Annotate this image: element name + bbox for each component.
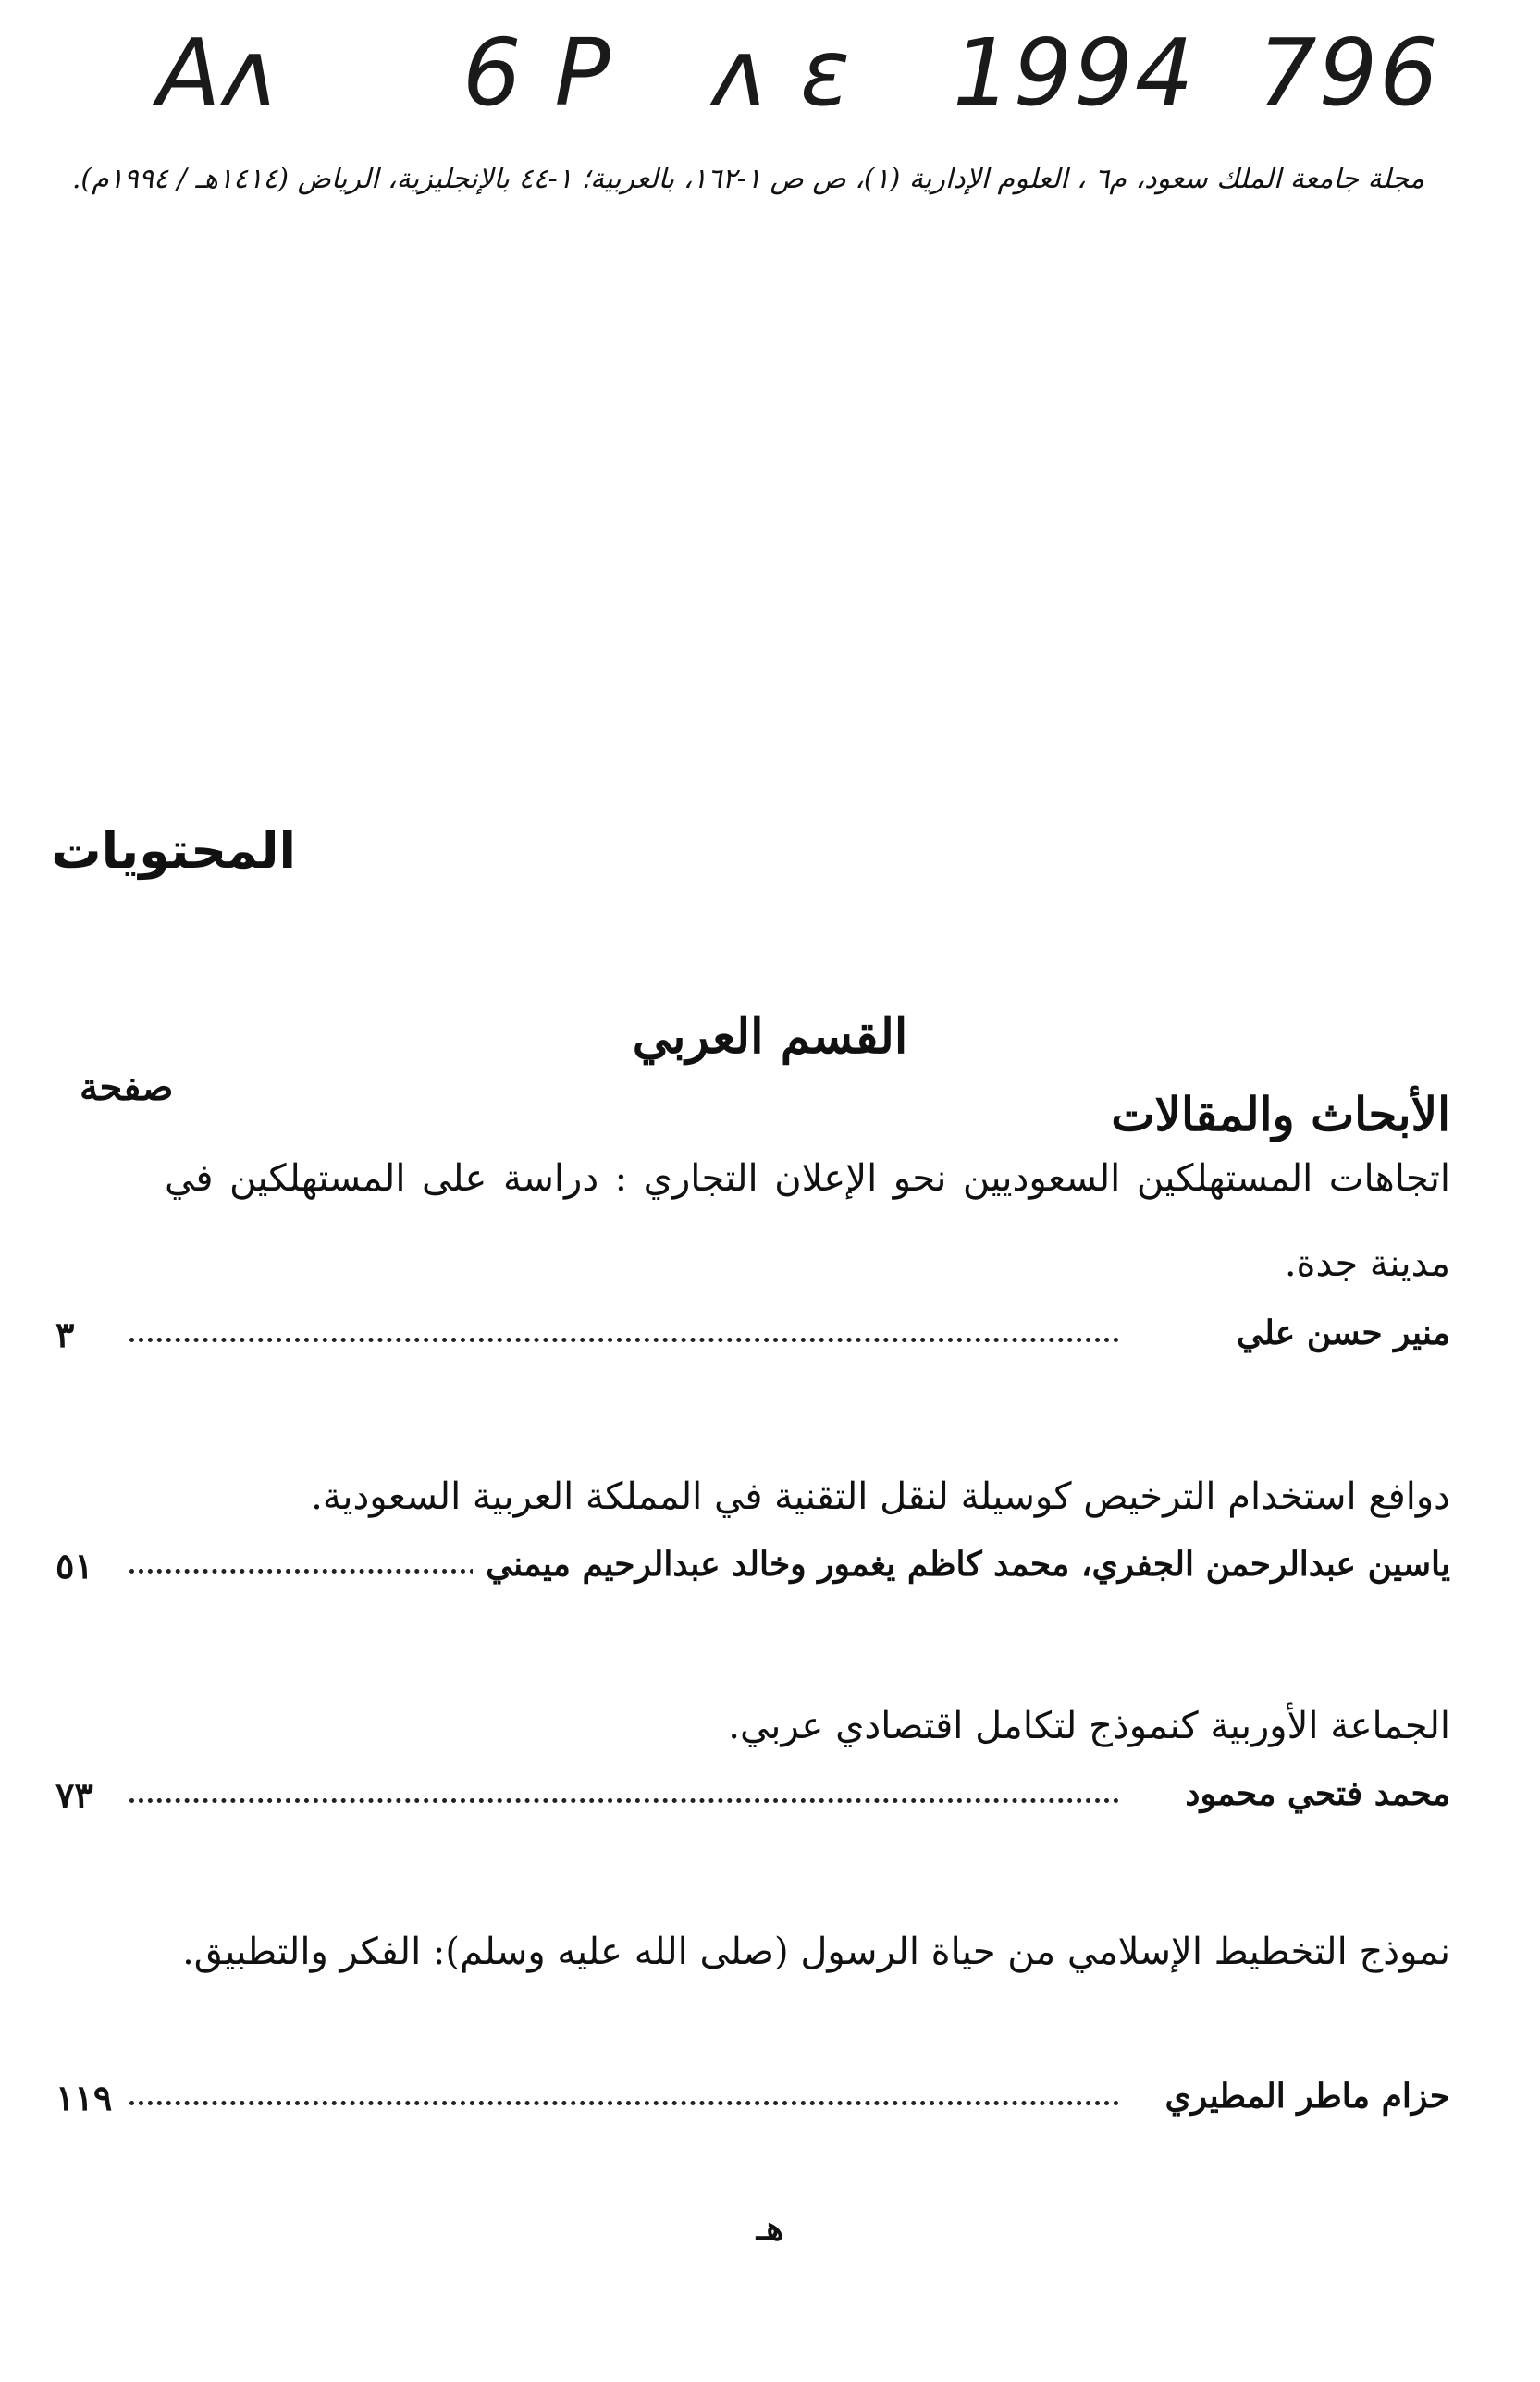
article-page-number: ١١٩	[55, 2077, 113, 2118]
article-page-number: ٧٣	[55, 1774, 93, 1816]
dot-leader	[129, 1338, 1119, 1342]
article-authors: منير حسن علي	[1224, 1314, 1450, 1352]
article-title: اتجاهات المستهلكين السعوديين نحو الإعلان التجاري : دراسة على المستهلكين في مدينة جدة.	[165, 1157, 1450, 1285]
article-page-number: ٣	[55, 1314, 75, 1355]
page-column-label: صفحة	[80, 1066, 174, 1109]
toc-entry	[55, 1314, 1450, 1365]
dot-leader	[129, 2101, 1119, 2105]
handwritten-mark-part: Aʌ	[157, 19, 279, 127]
handwritten-catalog-mark	[157, 19, 1452, 157]
contents-title: المحتويات	[51, 821, 296, 880]
dot-leader	[129, 1798, 1119, 1803]
article-title: دوافع استخدام الترخيص كوسيلة لنقل التقنية في المملكة العربية السعودية.	[311, 1475, 1450, 1518]
section-title: القسم العربي	[632, 1008, 908, 1065]
article-authors: حزام ماطر المطيري	[1152, 2077, 1450, 2116]
article-authors: ياسين عبدالرحمن الجفري، محمد كاظم يغمور وخالد عبدالرحيم ميمني	[473, 1545, 1450, 1584]
handwritten-mark-number: 796	[1258, 19, 1440, 127]
article-title: نموذج التخطيط الإسلامي من حياة الرسول (صلى الله عليه وسلم): الفكر والتطبيق.	[182, 1931, 1450, 1973]
article-authors: محمد فتحي محمود	[1172, 1774, 1450, 1813]
toc-entry	[55, 2077, 1450, 2129]
handwritten-mark-part: 6 P	[462, 19, 612, 127]
journal-citation: مجلة جامعة الملك سعود، م٦ ، العلوم الإدارية (١)، ص ص ١-١٦٢، بالعربية؛ ١-٤٤ بالإنجليزية، الرياض (١٤١٤هـ / ١٩٩٤م).	[71, 163, 1424, 195]
article-page-number: ٥١	[55, 1545, 93, 1586]
handwritten-mark-year: 1994	[953, 19, 1196, 127]
subsection-title: الأبحاث والمقالات	[1111, 1087, 1450, 1142]
toc-entry	[55, 1545, 1450, 1597]
article-title: الجماعة الأوربية كنموذج لتكامل اقتصادي عربي.	[728, 1705, 1450, 1747]
handwritten-mark-part: ʌ ɛ	[712, 19, 853, 127]
footer-page-marker: هـ	[756, 2209, 784, 2248]
toc-entry	[55, 1774, 1450, 1826]
